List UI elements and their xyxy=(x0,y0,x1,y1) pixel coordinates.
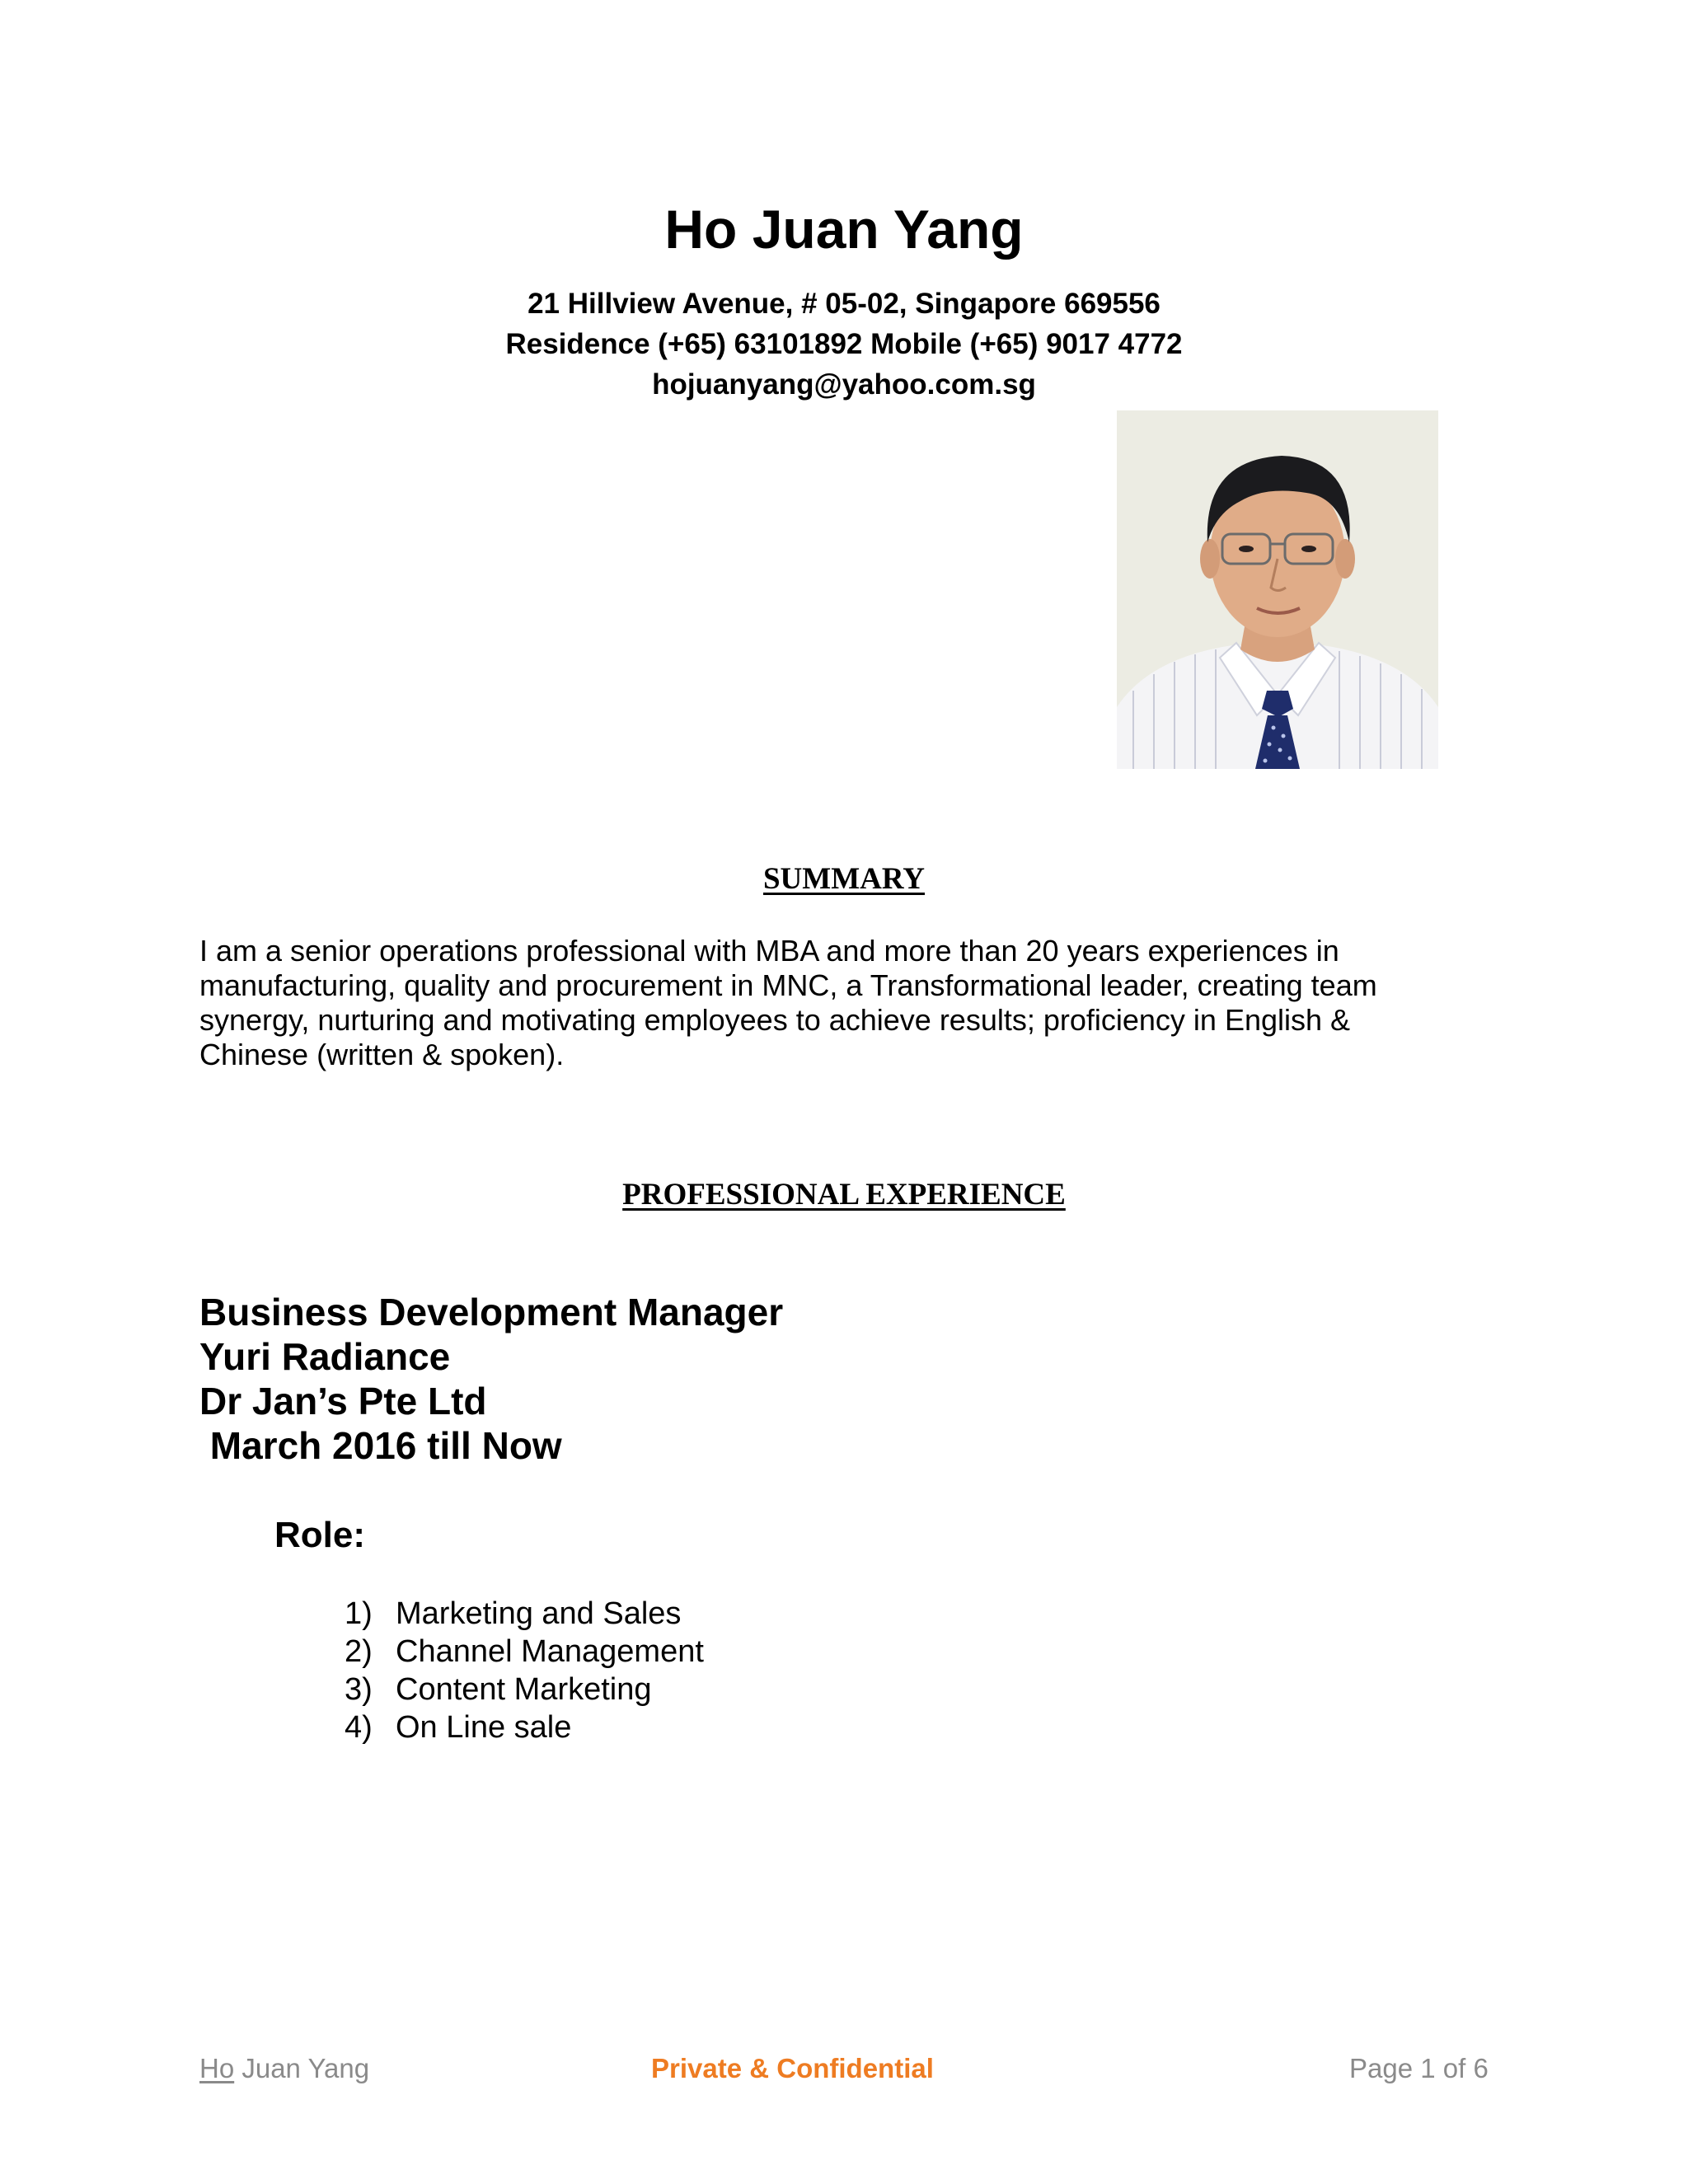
list-text: Channel Management xyxy=(396,1634,704,1669)
footer-confidential: Private & Confidential xyxy=(651,2053,934,2083)
footer-author-rest: Juan Yang xyxy=(234,2053,370,2083)
experience-heading: PROFESSIONAL EXPERIENCE xyxy=(622,1178,1066,1212)
list-item xyxy=(345,1708,704,1746)
list-number: 2) xyxy=(345,1634,373,1669)
footer-author-underlined: Ho xyxy=(199,2053,235,2083)
address-line: 21 Hillview Avenue, # 05-02, Singapore 669556 xyxy=(528,288,1160,320)
profile-photo xyxy=(1117,410,1438,769)
list-item xyxy=(345,1595,704,1633)
footer-author xyxy=(199,2052,369,2085)
phone-line: Residence (+65) 63101892 Mobile (+65) 9017 4772 xyxy=(505,328,1183,360)
footer-page-number: Page 1 of 6 xyxy=(1349,2053,1489,2083)
job-period: March 2016 till Now xyxy=(199,1424,562,1467)
list-number: 4) xyxy=(345,1710,373,1745)
summary-text: I am a senior operations professional with MBA and more than 20 years experiences in manufacturing, quality and procurement in MNC, a Transformational leader, creating team synergy, nurturing and motivating employees to achieve results; proficiency in English & Chinese (written & spoken). xyxy=(199,934,1377,1071)
portrait-illustration xyxy=(1117,410,1438,769)
summary-heading: SUMMARY xyxy=(762,862,925,896)
email-line: hojuanyang@yahoo.com.sg xyxy=(652,368,1036,401)
list-item xyxy=(345,1633,704,1671)
list-text: Content Marketing xyxy=(396,1672,652,1707)
list-number: 1) xyxy=(345,1596,373,1631)
job-company-legal: Dr Jan’s Pte Ltd xyxy=(199,1380,487,1422)
list-number: 3) xyxy=(345,1672,373,1707)
candidate-name: Ho Juan Yang xyxy=(664,199,1024,260)
role-label: Role: xyxy=(274,1515,365,1555)
job-title: Business Development Manager xyxy=(199,1291,784,1333)
list-text: Marketing and Sales xyxy=(396,1596,682,1631)
list-item xyxy=(345,1671,704,1708)
job-company: Yuri Radiance xyxy=(199,1335,451,1378)
role-list xyxy=(345,1595,704,1746)
list-text: On Line sale xyxy=(396,1710,572,1745)
